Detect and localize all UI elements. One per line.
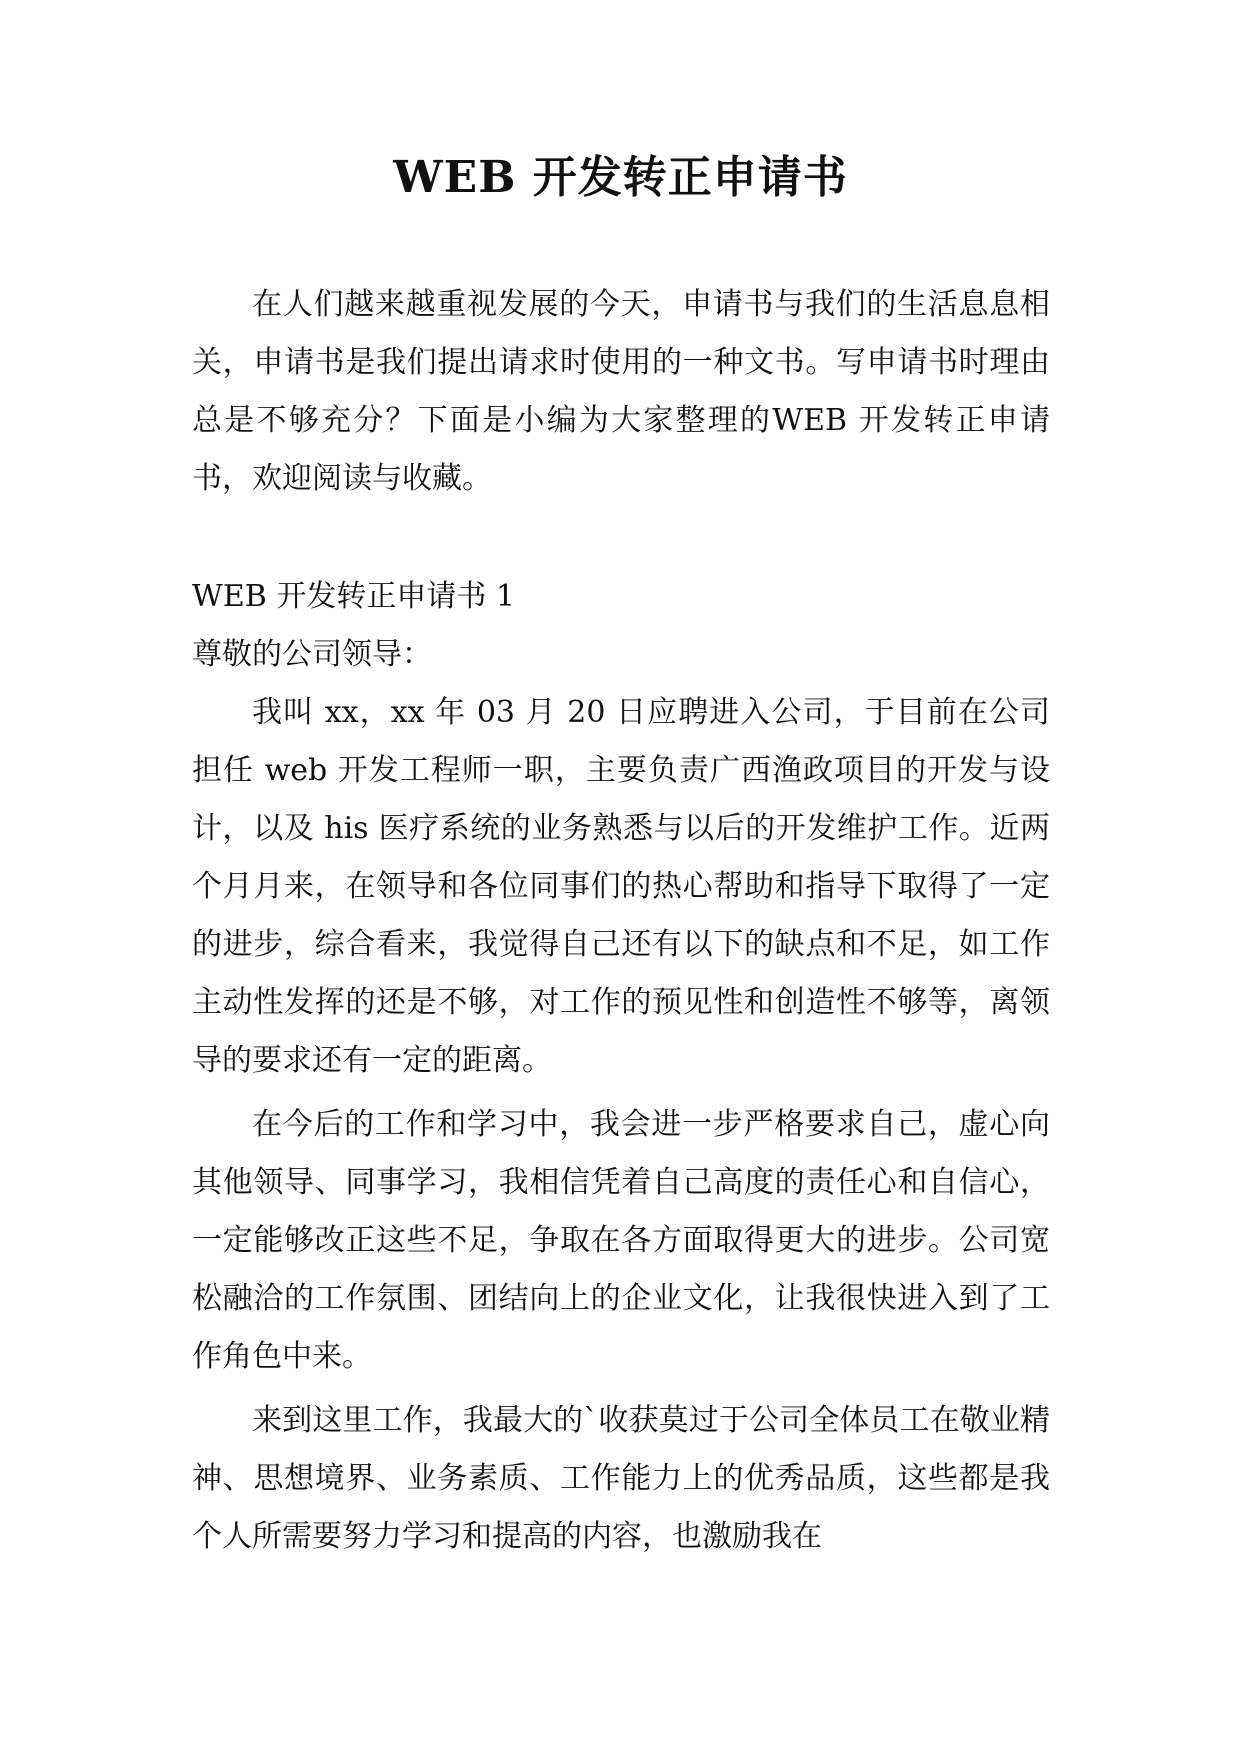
salutation: 尊敬的公司领导：: [192, 637, 432, 672]
document-title: WEB 开发转正申请书: [393, 152, 848, 203]
intro-paragraph: 在人们越来越重视发展的今天，申请书与我们的生活息息相关，申请书是我们提出请求时使用的一种文书。写申请书时理由总是不够充分？下面是小编为大家整理的WEB 开发转正申请书，欢迎阅读与收藏。: [192, 287, 1050, 496]
body-paragraph-3: 来到这里工作，我最大的`收获莫过于公司全体员工在敬业精神、思想境界、业务素质、工作能力上的优秀品质，这些都是我个人所需要努力学习和提高的内容，也激励我在: [192, 1403, 1050, 1554]
document-body: [192, 276, 1050, 1566]
section-spacer: [192, 508, 1050, 568]
body-paragraph-1: 我叫 xx，xx 年 03 月 20 日应聘进入公司，于目前在公司担任 web 开发工程师一职，主要负责广西渔政项目的开发与设计，以及 his 医疗系统的业务熟悉与以后的开发维护工作。近两个月月来，在领导和各位同事们的热心帮助和指导下取得了一定的进步，综合看来，我觉得自己还有以下的缺点和不足，如工作主动性发挥的还是不够，对工作的预见性和创造性不够等，离领导的要求还有一定的距离。: [192, 695, 1050, 1078]
body-paragraph-2: 在今后的工作和学习中，我会进一步严格要求自己，虚心向其他领导、同事学习，我相信凭着自己高度的责任心和自信心，一定能够改正这些不足，争取在各方面取得更大的进步。公司宽松融洽的工作氛围、团结向上的企业文化，让我很快进入到了工作角色中来。: [192, 1107, 1050, 1374]
section-heading: WEB 开发转正申请书 1: [192, 579, 515, 614]
